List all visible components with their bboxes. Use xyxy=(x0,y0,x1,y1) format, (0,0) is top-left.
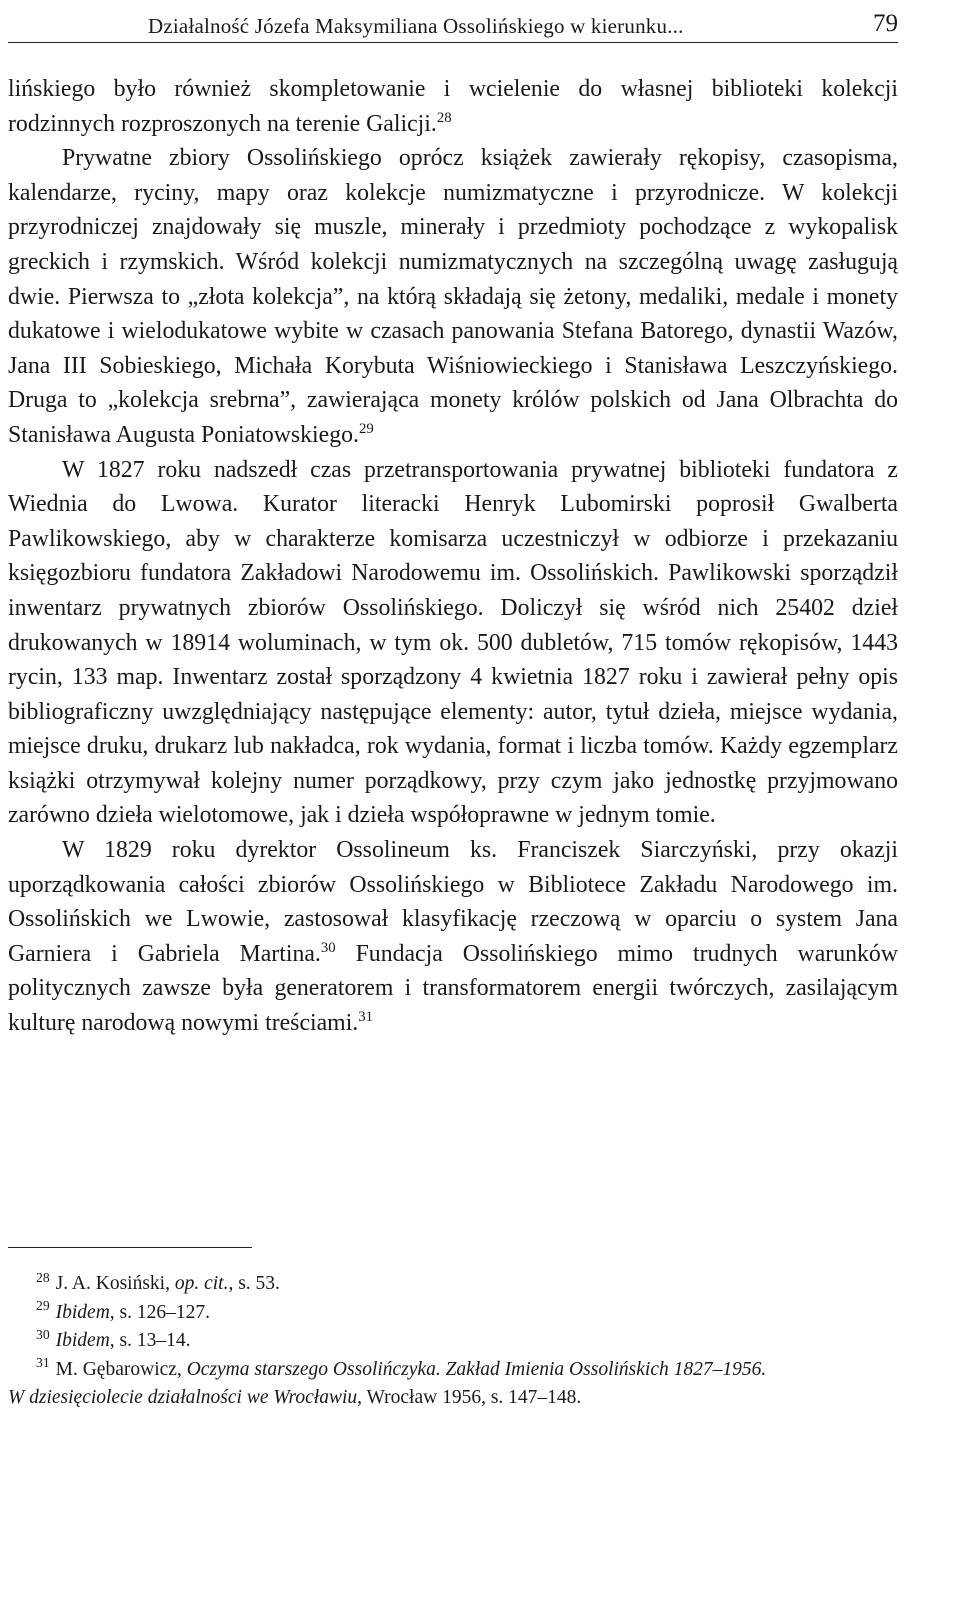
footnote-text: , Wrocław 1956, s. 147–148. xyxy=(357,1387,582,1408)
page-number: 79 xyxy=(873,10,898,37)
footnote-number: 28 xyxy=(36,1269,50,1285)
paragraph-4-text-a: W 1829 roku dyrektor Ossolineum ks. Franciszek Siarczyński, przy okazji uporządkowania całości zbiorów Ossolińskiego w Bibliotece Zakładu Narodowego im. Ossolińskich we Lwowie, zastosował klasyfikację rzeczową w oparciu o system Jana Garniera i Gabriela Martina. xyxy=(8,837,898,967)
paragraph-1-text: lińskiego było również skompletowanie i wcielenie do własnej biblioteki kolekcji rodzinnych rozproszonych na terenie Galicji. xyxy=(8,76,898,137)
footnote-text: M. Gębarowicz, xyxy=(55,1358,187,1380)
footnote-text: , s. 53. xyxy=(228,1273,280,1294)
footnote-text: J. A. Kosiński, xyxy=(55,1273,175,1294)
paragraph-3-text: W 1827 roku nadszedł czas przetransportowania prywatnej biblioteki fundatora z Wiednia do Lwowa. Kurator literacki Henryk Lubomirski poprosił Gwalberta Pawlikowskiego, aby w charakterze komisarza uczestniczył w odbiorze i przekazaniu księgozbioru fundatora Zakładowi Narodowemu im. Ossolińskich. Pawlikowski sporządził inwentarz prywatnych zbiorów Ossolińskiego. Doliczył się wśród nich 25402 dzieł drukowanych w 18914 woluminach, w tym ok. 500 dubletów, 715 tomów rękopisów, 1443 rycin, 133 map. Inwentarz został sporządzony 4 kwietnia 1827 roku i zawierał pełny opis bibliograficzny uwzględniający następujące elementy: autor, tytuł dzieła, miejsce wydania, miejsce druku, drukarz lub nakładca, rok wydania, format i liczba tomów. Każdy egzemplarz książki otrzymywał kolejny numer porządkowy, przy czym jako jednostkę przyjmowano zarówno dzieła wielotomowe, jak i dzieła współoprawne w jednym tomie. xyxy=(8,456,898,829)
footnote-ref-31: 31 xyxy=(358,1008,373,1025)
footnote-29 xyxy=(8,1299,898,1328)
running-title: Działalność Józefa Maksymiliana Ossolińskiego w kierunku... xyxy=(148,14,684,38)
footnote-28 xyxy=(8,1270,898,1299)
footnote-separator xyxy=(8,1247,252,1248)
paragraph-2-text: Prywatne zbiory Ossolińskiego oprócz książek zawierały rękopisy, czasopisma, kalendarze, ryciny, mapy oraz kolekcje numizmatyczne i przyrodnicze. W kolekcji przyrodniczej znajdowały się muszle, minerały i przedmioty pochodzące z wykopalisk greckich i rzymskich. Wśród kolekcji numizmatycznych na szczególną uwagę zasługują dwie. Pierwsza to „złota kolekcja”, na którą składają się żetony, medaliki, medale i monety dukatowe i wielodukatowe wybite w czasach panowania Stefana Batorego, dynastii Wazów, Jana III Sobieskiego, Michała Korybuta Wiśniowieckiego i Stanisława Leszczyńskiego. Druga to „kolekcja srebrna”, zawierająca monety królów polskich od Jana Olbrachta do Stanisława Augusta Poniatowskiego. xyxy=(8,145,898,448)
footnote-italic: W dziesięciolecie działalności we Wrocławiu xyxy=(8,1387,358,1408)
footnote-number: 30 xyxy=(36,1326,50,1342)
paragraph-3 xyxy=(8,453,898,834)
footnote-italic: Oczyma starszego Ossolińczyka. Zakład Imienia Ossolińskich 1827–1956. xyxy=(186,1358,767,1380)
paragraph-1 xyxy=(8,72,898,141)
footnote-italic: Ibidem xyxy=(55,1330,110,1351)
footnote-continuation xyxy=(8,1384,898,1413)
footnote-31 xyxy=(8,1356,898,1413)
footnote-ref-29: 29 xyxy=(358,420,374,437)
footnote-30 xyxy=(8,1327,898,1356)
body-text xyxy=(8,72,898,1041)
running-header xyxy=(8,8,898,43)
footnote-number: 29 xyxy=(36,1298,50,1313)
footnotes xyxy=(8,1270,898,1413)
footnote-italic: Ibidem xyxy=(55,1301,110,1323)
paragraph-2 xyxy=(8,141,898,452)
paragraph-4-text-b: Fundacja Ossolińskiego mimo trudnych warunków politycznych zawsze była generatorem i transformatorem energii twórczych, zasilającym kulturę narodową nowymi treściami. xyxy=(8,940,898,1037)
footnote-italic: op. cit. xyxy=(174,1273,229,1294)
paragraph-4 xyxy=(8,833,898,1041)
footnote-text: , s. 126–127. xyxy=(109,1301,211,1323)
footnote-number: 31 xyxy=(36,1355,50,1370)
footnote-ref-28: 28 xyxy=(436,109,452,126)
footnote-text: , s. 13–14. xyxy=(109,1330,191,1351)
footnote-ref-30: 30 xyxy=(320,939,336,956)
